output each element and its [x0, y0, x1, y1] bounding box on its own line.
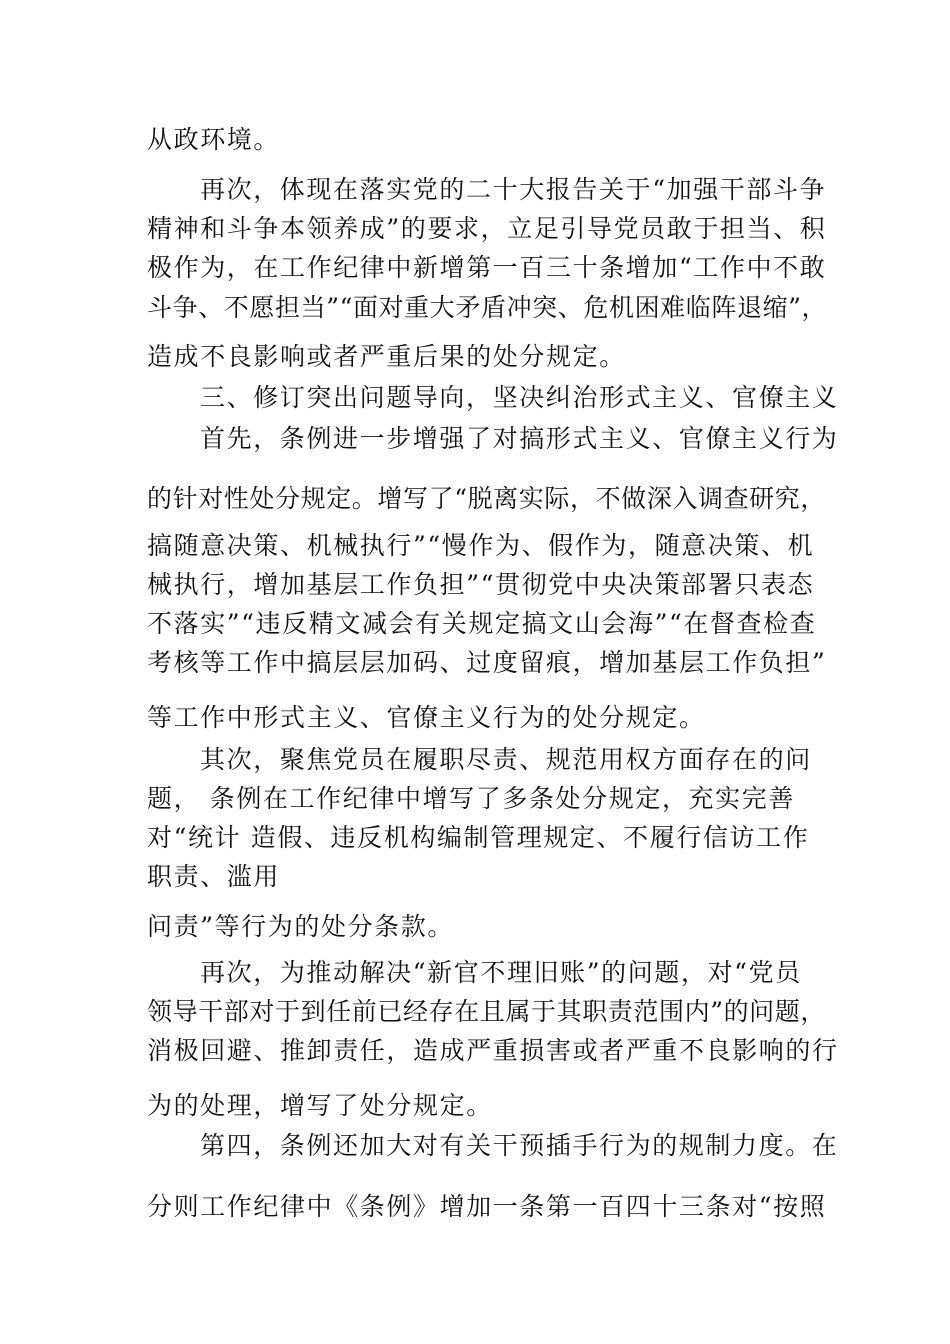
text-line: 第四，条例还加大对有关干预插手行为的规制力度。在: [200, 1131, 839, 1160]
text-line: 消极回避、推卸责任，造成严重损害或者严重不良影响的行: [147, 1036, 839, 1065]
text-line: 械执行，增加基层工作负担”“贯彻党中央决策部署只表态: [147, 570, 815, 599]
text-line: 从政环境。: [147, 125, 281, 154]
text-line: 职责、滥用: [147, 862, 281, 891]
text-line: 再次，体现在落实党的二十大报告关于“加强干部斗争: [200, 175, 827, 204]
text-line: 斗争、不愿担当”“面对重大矛盾冲突、危机困难临阵退缩”，: [147, 293, 828, 322]
text-line: 等工作中形式主义、官僚主义行为的处分规定。: [147, 703, 706, 732]
text-line: 其次，聚焦党员在履职尽责、规范用权方面存在的问: [200, 745, 812, 774]
text-line: 分则工作纪律中《条例》增加一条第一百四十三条对“按照: [147, 1192, 827, 1221]
text-line: 对“统计 造假、违反机构编制管理规定、不履行信访工作: [147, 823, 810, 852]
text-line: 精神和斗争本领养成”的要求，立足引导党员敢于担当、积: [147, 214, 827, 243]
text-line: 搞随意决策、机械执行”“慢作为、假作为，随意决策、机: [147, 531, 815, 560]
text-line: 极作为，在工作纪律中新增第一百三十条增加“工作中不敢: [147, 253, 827, 282]
text-line: 的针对性处分规定。增写了“脱离实际，不做深入调查研究，: [147, 484, 826, 513]
text-line: 为的处理，增写了处分规定。: [147, 1091, 493, 1120]
text-line: 问责”等行为的处分条款。: [147, 912, 454, 941]
text-line: 考核等工作中搞层层加码、过度留痕，增加基层工作负担”: [147, 648, 827, 677]
text-line: 不落实”“违反精文减会有关规定搞文山会海”“在督查检查: [147, 609, 817, 638]
text-line: 领导干部对于到任前已经存在且属于其职责范围内”的问题，: [147, 997, 826, 1026]
text-line: 题， 条例在工作纪律中增写了多条处分规定，充实完善: [147, 784, 795, 813]
text-line: 再次，为推动解决“新官不理旧账”的问题，对“党员: [200, 958, 802, 987]
text-line: 造成不良影响或者严重后果的处分规定。: [147, 342, 626, 371]
text-line: 首先，条例进一步增强了对搞形式主义、官僚主义行为: [200, 424, 839, 453]
section-heading: 三、修订突出问题导向，坚决纠治形式主义、官僚主义: [200, 383, 839, 412]
